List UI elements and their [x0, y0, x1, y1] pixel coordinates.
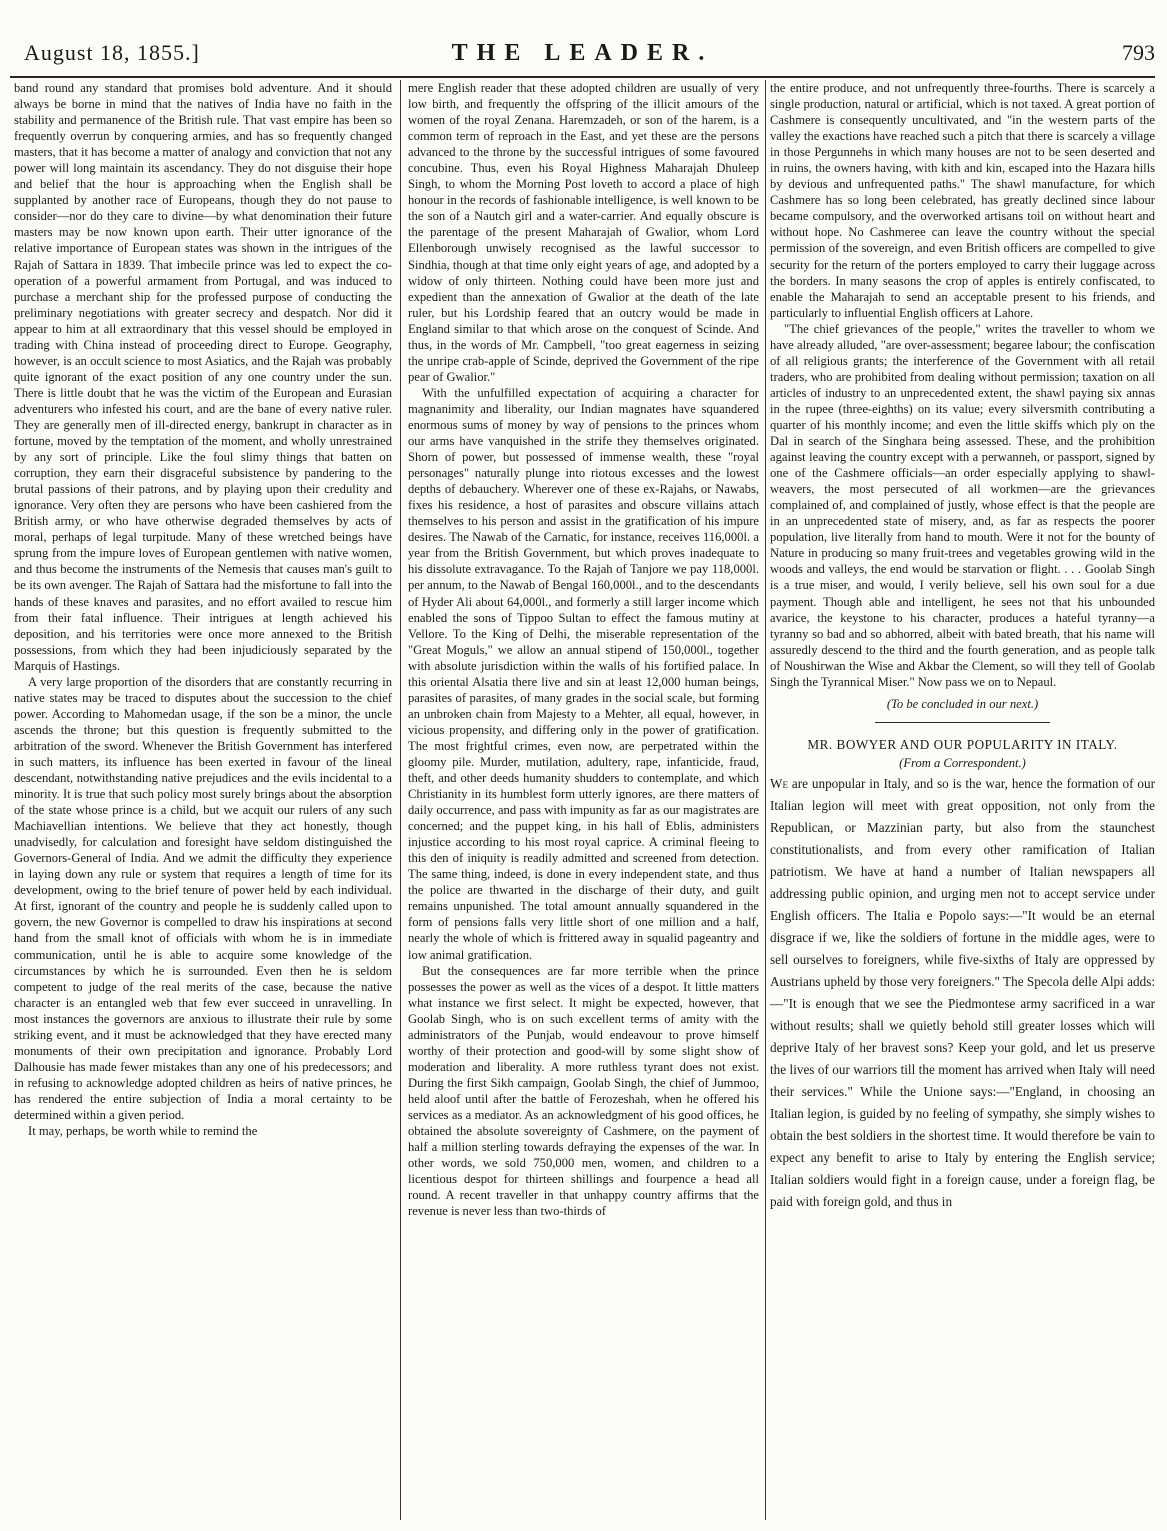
masthead-rule: [10, 76, 1155, 78]
column-3: [770, 80, 1155, 1213]
column-2: [408, 80, 759, 1219]
article-heading: MR. BOWYER AND OUR POPULARITY IN ITALY.: [807, 736, 1118, 752]
column-1: [14, 80, 392, 1139]
newspaper-title: THE LEADER.: [451, 40, 714, 66]
article-separator: [875, 722, 1050, 723]
article-body-text: are unpopular in Italy, and so is the war, hence the formation of our Italian legion will meet with great opposition, not only from the Republican, or Mazzinian party, but also from the staunchest constitutionalists, and from every other ramification of Italian patriotism. We have at hand a number of Italian newspapers all addressing public opinion, and urging men not to accept service under English officers. The Italia e Popolo says:—"It would be an eternal disgrace if we, like the soldiers of fortune in the middle ages, were to sell ourselves to foreigners, while five-sixths of Italy are oppressed by Austrians upheld by those very foreigners." The Specola delle Alpi adds:—"It is enough that we see the Piedmontese army sacrificed in a war without results; shall we quietly behold still greater losses which will deprive Italy of her bravest sons? Keep your gold, and let us preserve the lives of our warriors till the moment has arrived when Italy will need their services." While the Unione says:—"England, in choosing an Italian legion, is guided by no feeling of sympathy, she simply wishes to obtain the best soldiers in the shortest time. It would therefore be vain to expect any benefit to arise to Italy by entering the English service; Italian soldiers would fight in a foreign cause, under a foreign flag, be paid with foreign gold, and thus in: [770, 775, 1155, 1209]
article-body: [770, 773, 1155, 1213]
opening-word: We: [770, 775, 788, 791]
masthead: [10, 40, 1155, 80]
column-divider: [400, 80, 401, 1520]
paragraph: "The chief grievances of the people," writes the traveller to whom we have already alluded, "are over-assessment; begaree labour; the confiscation of all religious grants; the interference of the Government with all retail traders, who are prohibited from dealing without permission; taxation on all articles of industry to an unprecedented extent, the shawl paying six annas in the rupee (three-eighths) on its value; every silversmith contributing a quarter of his monthly income; and even the little skiffs which ply on the Dal in search of the Singhara being assessed. These, and the prohibition against leaving the country except with a perwanneh, or passport, signed by one of the Cashmere officials—an order especially applying to shawl-weavers, the most persecuted of all workmen—are the grievances complained of, and complained of justly, whose effect is that the people are in an unprecedented state of misery, and, as far as respects the poorer population, live literally from hand to mouth. Were it not for the bounty of Nature in producing so many fruit-trees and vegetables growing wild in the woods and valleys, the end would be starvation or flight. . . . Goolab Singh is a true miser, and would, I verily believe, sell his own soul for a due payment. Though able and intelligent, he sees not that his unbounded avarice, the keystone to his character, produces a hateful tyranny—a tyranny so bad and so abhorred, albeit with bated breath, that his name will assuredly descend to the third and the fourth generation, and as people talk of Noushirwan the Wise and Akbar the Clement, so will they tell of Goolab Singh the Tyrannical Miser." Now pass we on to Nepaul.: [770, 321, 1155, 689]
paragraph: A very large proportion of the disorders that are constantly recurring in native states may be traced to disputes about the succession to the chief power. According to Mahomedan usage, if the son be a minor, the uncle ascends the throne; but this question is frequently submitted to the arbitration of the sword. Whenever the British Government has interfered in such matters, its influence has been exerted in favour of the lineal descendant, notwithstanding native prejudices and the evils incidental to a minority. It is true that such policy most surely brings about the absorption of the state whose prince is a child, but we acquit our rulers of any such Machiavellian intentions. We believe that they act honestly, though unadvisedly, for calculation and foresight have seldom distinguished the Governors-General of India. And we admit the difficulty they experience in laying down any rule or system that requires a length of time for its development, owing to the brief tenure of power held by each individual. At first, ignorant of the country and people he is suddenly called upon to govern, the new Governor is compelled to draw his inspirations at second hand from the small knot of officials with whom he is in immediate communication, until he is able to acquire some knowledge of the circumstances by which he is surrounded. Even then he is seldom competent to judge of the real merits of the case, because the native character is an entangled web that few ever succeed in unravelling. In most instances the governors are anxious to illustrate their rule by some striking event, and it must be acknowledged that they have erected many monuments of their own precipitation and ignorance. Probably Lord Dalhousie has made fewer mistakes than any one of his predecessors; and in refusing to acknowledge adopted children as heirs of native princes, he has rendered the entire subjection of India a moral certainty to be determined within a given period.: [14, 674, 392, 1122]
paragraph: It may, perhaps, be worth while to remind the: [28, 1124, 258, 1139]
article-byline: (From a Correspondent.): [899, 755, 1026, 770]
issue-date: August 18, 1855.]: [24, 40, 200, 65]
paragraph: But the consequences are far more terrible when the prince possesses the power as well as the vices of a despot. It little matters what instance we first select. It might be expected, however, that Goolab Singh, who is on such excellent terms of amity with the administrators of the Punjab, would endeavour to prove himself worthy of their protection and good-will by some slight show of moderation and liberality. A more ruthless tyrant does not exist. During the first Sikh campaign, Goolab Singh, the chief of Jummoo, held aloof until after the battle of Ferozeshah, when he offered his services as a mediator. As an acknowledgment of his good offices, he obtained the absolute sovereignty of Cashmere, on the payment of half a million sterling towards defraying the expenses of the war. In other words, we sold 750,000 men, women, and children to a licentious despot for thirteen shillings and fourpence a head all round. A recent traveller in that unhappy country affirms that the revenue is never less than two-thirds of: [408, 963, 759, 1219]
paragraph: the entire produce, and not unfrequently three-fourths. There is scarcely a single production, natural or artificial, which is not taxed. A great portion of Cashmere is consequently uncultivated, and "in the western parts of the valley the exactions have reached such a pitch that there is scarcely a village in those Pergunnehs in which many houses are not to be seen deserted and in ruins, the owners having, with kith and kin, escaped into the Hazara hills by devious and unfrequented paths." The shawl manufacture, for which Cashmere has so long been celebrated, has greatly declined since labour became compulsory, and the overworked artisans toil on without heart and without hope. No Cashmeree can leave the country without the special permission of the sovereign, and even British officers are compelled to give security for the return of the porters employed to carry their luggage across the borders. In many seasons the crop of apples is entirely confiscated, to enable the Maharajah to send an acceptable present to his friends, and particularly to influential English officers at Lahore.: [770, 81, 1155, 320]
paragraph: mere English reader that these adopted children are usually of very low birth, and frequently the offspring of the illicit amours of the women of the royal Zenana. Haremzadeh, or son of the harem, is a common term of reproach in the East, and yet these are the persons advanced to the throne by the successful intrigues of some favoured concubine. Thus, even his Royal Highness Maharajah Dhuleep Singh, to whom the Morning Post loveth to accord a place of high honour in the records of fashionable intelligence, is well known to be the son of a Nautch girl and a water-carrier. And equally obscure is the parentage of the present Maharajah of Gwalior, whom Lord Ellenborough unwisely recognised as the lawful successor to Sindhia, though at that time only eight years of age, and adopted by a widow of only thirteen. Nothing could have been more just and expedient than the annexation of Gwalior at the death of the late ruler, but his Lordship feared that an outcry would be made in England similar to that which arose on the conquest of Scinde. And thus, in the words of Mr. Campbell, "too great eagerness in seizing the unripe crab-apple of Scinde, deprived the Government of the ripe pear of Gwalior.": [408, 81, 759, 384]
continued-note: (To be concluded in our next.): [886, 696, 1039, 711]
page-number: 793: [1122, 40, 1155, 65]
paragraph: With the unfulfilled expectation of acquiring a character for magnanimity and liberality, our Indian magnates have squandered enormous sums of money by way of pensions to the princes whom our arms have vanquished in the strife they themselves originated. Shorn of power, but possessed of immense wealth, these "royal personages" naturally plunge into riotous excesses and the lowest depths of debauchery. Wherever one of these ex-Rajahs, or Nawabs, fixes his residence, a host of parasites and obscure villains attach themselves to his person and assist in the gratification of his impure desires. The Nawab of the Carnatic, for instance, receives 116,000l. a year from the British Government, but which proves inadequate to his dissolute extravagance. To the Rajah of Tanjore we pay 118,000l. per annum, to the Nawab of Bengal 160,000l., and to the descendants of Hyder Ali about 64,000l., and formerly a still larger income which enabled the sons of Tippoo Sultan to effect the famous mutiny at Vellore. To the King of Delhi, the miserable representation of the "Great Moguls," we allow an annual stipend of 150,000l., together with absolute jurisdiction within the walls of his fortified palace. In this oriental Alsatia there live and sin at least 12,000 human beings, parasites of parasites, of many grades in the social scale, but forming an unbroken chain from Majesty to a Mehter, all equal, however, in vicious propensity, and differing only in the power of gratification. The most frightful crimes, even now, are perpetrated within the gloomy pile. Murder, mutilation, adultery, rape, infanticide, fraud, theft, and other deeds humanity shudders to contemplate, and which Christianity in its humblest form utterly ignores, are there matters of daily occurrence, and pass with impunity as far as our magistrates are concerned; and the puppet king, in his hall of Eblis, administers injustice according to his most royal caprice. A criminal fleeing to this den of iniquity is readily admitted and screened from detection. The same thing, indeed, is done in every independent state, and thus the police are thwarted in the discharge of their duty, and guilt remains unpunished. The total amount annually squandered in the form of pensions falls very little short of one million and a half, nearly the whole of which is frittered away in squalid pageantry and low animal gratification.: [408, 385, 759, 962]
column-divider: [765, 80, 766, 1520]
paragraph: band round any standard that promises bold adventure. And it should always be borne in mind that the natives of India have no faith in the stability and permanence of the British rule. That vast empire has been so frequently overrun by conquering armies, and has so frequently changed masters, that it has become a matter of analogy and conviction that not any power will long maintain its ascendancy. They do not disguise their hope and belief that the hour is approaching when the English shall be supplanted by another race of Europeans, though they do not pause to consider—nor do they care to divine—by what denomination their future masters may be now known upon earth. Their utter ignorance of the relative importance of European states was shown in the intrigues of the Rajah of Sattara in 1839. That imbecile prince was led to expect the co-operation of a powerful armament from Portugal, and was induced to purchase a merchant ship for the professed purpose of conducting the preliminary negotiations with greater secrecy and despatch. Nor did it appear to him at all extraordinary that this vessel should be employed in trading with China instead of proceeding direct to Europe. Geography, however, is an occult science to most Asiatics, and the Rajah was probably quite ignorant of the exact position of any one country under the sun. There is little doubt that he was the victim of the European and Eurasian adventurers who infested his court, and are the bane of every native ruler. They are generally men of ill-directed energy, bankrupt in character as in fortune, moved by the temptation of the moment, and wholly unrestrained by any sort of principle. Like the foul slimy things that batten on corruption, they earn their disgraceful subsistence by pandering to the brutal passions of their patrons, and by playing upon their credulity and ignorance. Very often they are persons who have been cashiered from the British army, or who have otherwise degraded themselves by acts of moral, perhaps of legal turpitude. Many of these wretched beings have sprung from the impure loves of European gentlemen with native women, and thus become the instruments of the Nemesis that causes man's guilt to be its own avenger. The Rajah of Sattara had the misfortune to fall into the hands of these knaves and parasites, and no effort availed to rescue him from their fatal influence. Their intrigues at length achieved his deposition, and his territories were once more annexed to the British possessions, from which they had been injudiciously separated by the Marquis of Hastings.: [14, 81, 392, 673]
